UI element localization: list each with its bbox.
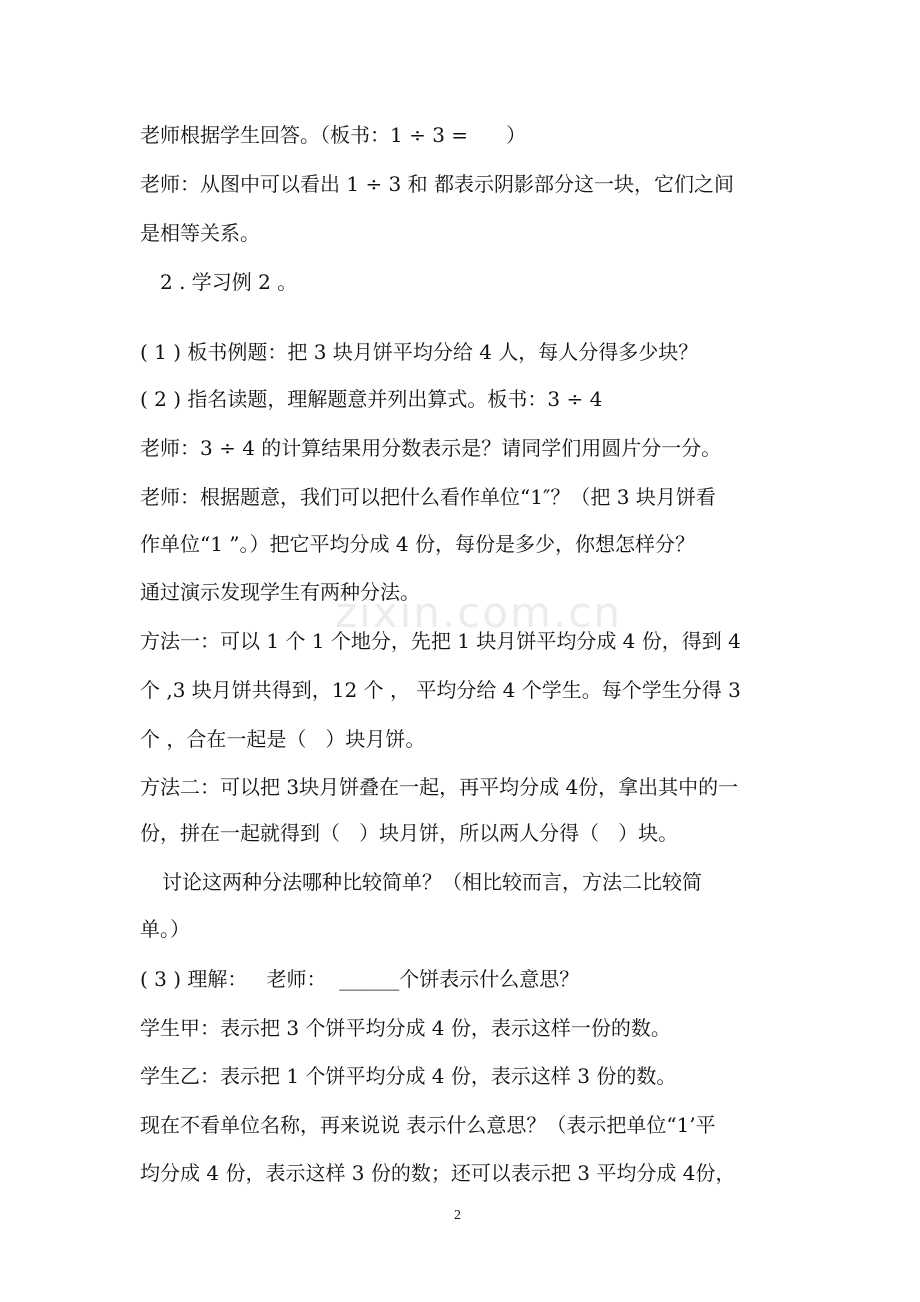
text-line: 通过演示发现学生有两种分法。 bbox=[140, 580, 420, 604]
text-line: ( 3 ) 理解： 老师： ______个饼表示什么意思？ bbox=[140, 967, 580, 991]
text-line: 讨论这两种分法哪种比较简单？（相比较而言，方法二比较简 bbox=[162, 870, 702, 894]
text-line: 方法二：可以把 3块月饼叠在一起，再平均分成 4份，拿出其中的一 bbox=[140, 775, 739, 799]
page-number: 2 bbox=[454, 1208, 461, 1223]
text-line: ( 2 ) 指名读题，理解题意并列出算式。板书：3 ÷ 4 bbox=[140, 387, 603, 411]
text-line: 个 ，合在一起是（ ）块月饼。 bbox=[140, 727, 426, 751]
watermark: zixin.com.cn bbox=[335, 588, 622, 637]
text-line: 单。） bbox=[140, 917, 190, 941]
text-line: 现在不看单位名称，再来说说 表示什么意思？（表示把单位“1’平 bbox=[140, 1113, 716, 1137]
text-line: 学生乙：表示把 1 个饼平均分成 4 份，表示这样 3 份的数。 bbox=[140, 1064, 677, 1088]
text-line: 是相等关系。 bbox=[140, 221, 260, 245]
text-line: 作单位“1 ”。）把它平均分成 4 份，每份是多少，你想怎样分？ bbox=[140, 532, 695, 556]
text-line: ( 1 ) 板书例题：把 3 块月饼平均分给 4 人，每人分得多少块？ bbox=[140, 340, 699, 364]
text-line: 学生甲：表示把 3 个饼平均分成 4 份，表示这样一份的数。 bbox=[140, 1016, 671, 1040]
text-line: 均分成 4 份，表示这样 3 份的数；还可以表示把 3 平均分成 4份， bbox=[140, 1161, 736, 1185]
section-heading: 2 . 学习例 2 。 bbox=[160, 270, 298, 294]
text-line: 老师根据学生回答。（板书：1 ÷ 3 = ） bbox=[140, 123, 527, 147]
text-line: 方法一：可以 1 个 1 个地分，先把 1 块月饼平均分成 4 份，得到 4 bbox=[140, 629, 741, 653]
text-line: 老师：从图中可以看出 1 ÷ 3 和 都表示阴影部分这一块，它们之间 bbox=[140, 172, 734, 196]
text-line: 老师：根据题意，我们可以把什么看作单位“1″？（把 3 块月饼看 bbox=[140, 485, 716, 509]
text-line: 份，拼在一起就得到（ ）块月饼，所以两人分得（ ）块。 bbox=[140, 821, 679, 845]
text-line: 个 ,3 块月饼共得到，12 个 ， 平均分给 4 个学生。每个学生分得 3 bbox=[140, 678, 741, 702]
text-line: 老师：3 ÷ 4 的计算结果用分数表示是？请同学们用圆片分一分。 bbox=[140, 436, 722, 460]
